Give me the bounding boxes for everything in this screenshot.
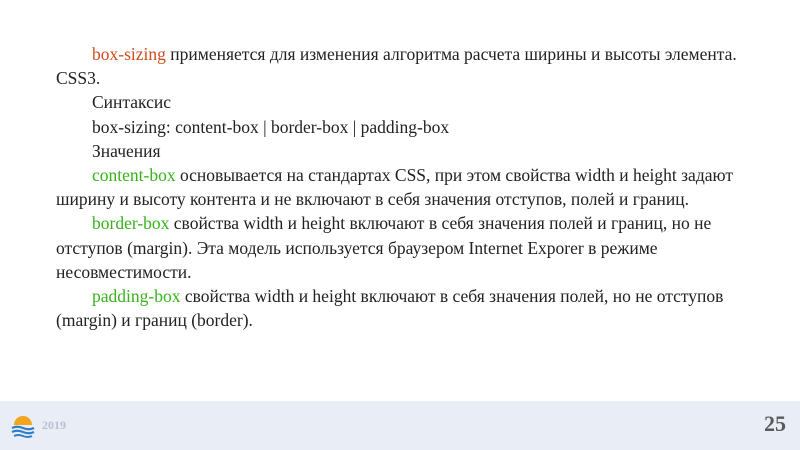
paragraph-text: свойства width и height включают в себя значения полей, но не отступов (margin) и границ (border). <box>56 286 724 331</box>
slide-body <box>56 42 756 332</box>
year-label: 2019 <box>42 418 66 432</box>
term-padding-box: padding-box <box>92 286 181 307</box>
slide-footer <box>0 401 800 450</box>
page-number: 25 <box>764 411 786 436</box>
paragraph-box-sizing-intro <box>56 42 756 90</box>
paragraph-padding-box <box>56 284 756 332</box>
paragraph-content-box <box>56 163 756 211</box>
paragraph-border-box <box>56 211 756 284</box>
keyword-box-sizing: box-sizing <box>92 44 166 64</box>
heading-syntax: Синтаксис <box>92 92 171 113</box>
paragraph-text: основывается на стандартах CSS, при этом свойства width и height задают ширину и высоту контента и не включают в себя значения отступов, полей и границ. <box>56 165 733 210</box>
heading-values: Значения <box>92 140 161 161</box>
term-content-box: content-box <box>92 165 176 186</box>
syntax-line: box-sizing: content-box | border-box | padding-box <box>92 116 450 137</box>
sunrise-waves-logo-icon <box>10 412 36 438</box>
paragraph-text: применяется для изменения алгоритма расчета ширины и высоты элемента. CSS3. <box>56 44 737 89</box>
term-border-box: border-box <box>92 213 170 234</box>
paragraph-text: свойства width и height включают в себя значения полей и границ, но не отступов (margin). Эта модель используется браузером Internet Exporer в режиме несовместимости. <box>56 213 712 282</box>
